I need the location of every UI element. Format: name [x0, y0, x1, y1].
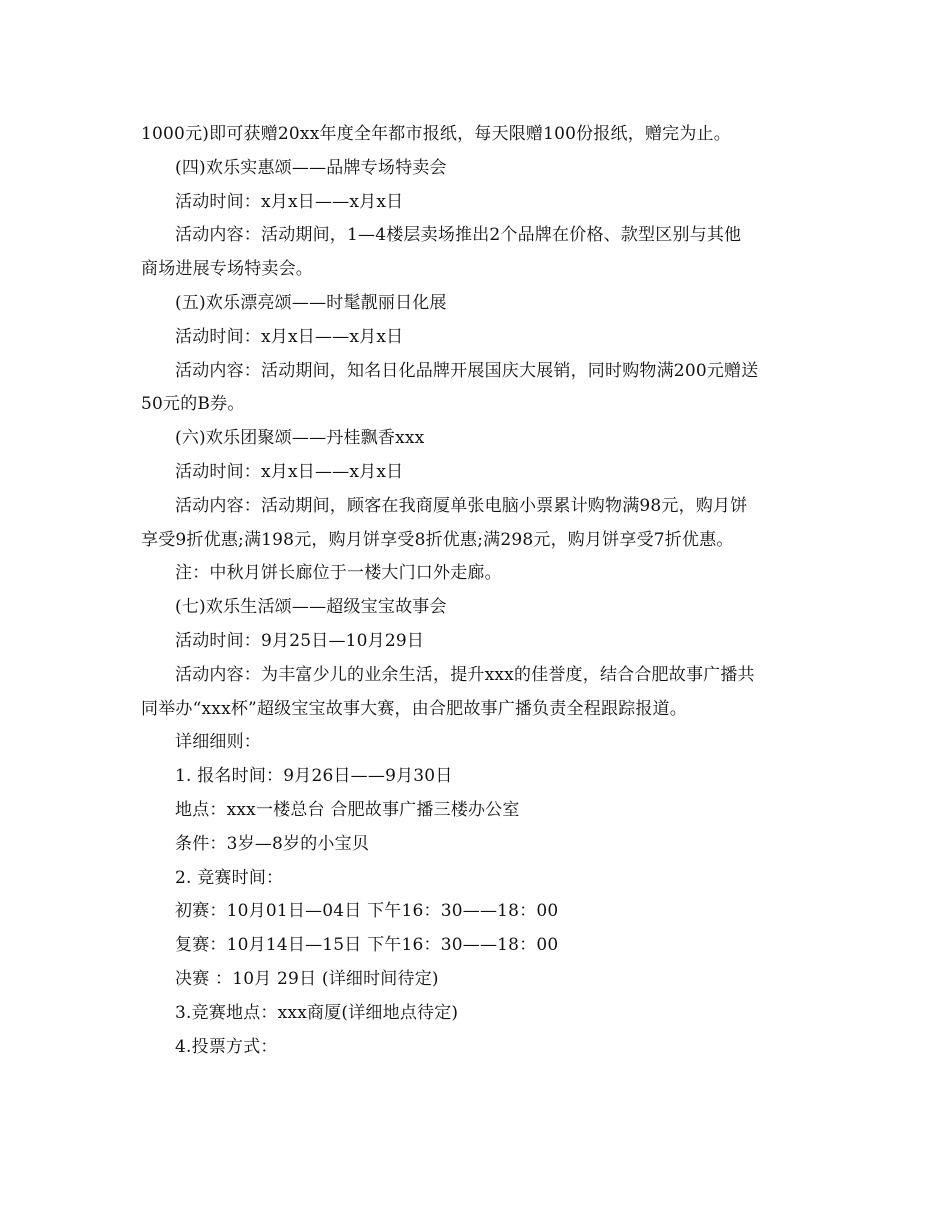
- paragraph-line: 活动内容：活动期间，顾客在我商厦单张电脑小票累计购物满98元，购月饼: [175, 495, 748, 516]
- section-heading-7: (七)欢乐生活颂——超级宝宝故事会: [175, 597, 447, 618]
- paragraph-line: 活动内容：为丰富少儿的业余生活，提升xxx的佳誉度，结合合肥故事广播共: [175, 664, 755, 685]
- paragraph-line: 初赛：10月01日—04日 下午16：30——18：00: [175, 901, 559, 922]
- paragraph-line: 条件：3岁—8岁的小宝贝: [175, 833, 370, 854]
- section-heading-4: (四)欢乐实惠颂——品牌专场特卖会: [175, 157, 447, 178]
- paragraph-line: 活动内容：活动期间，1—4楼层卖场推出2个品牌在价格、款型区别与其他: [175, 225, 742, 246]
- rules-heading: 详细细则：: [175, 732, 261, 753]
- list-item: 2. 竞赛时间：: [175, 867, 284, 888]
- list-item: 4.投票方式：: [175, 1036, 278, 1057]
- section-heading-5: (五)欢乐漂亮颂——时髦靓丽日化展: [175, 292, 447, 313]
- section-heading-6: (六)欢乐团聚颂——丹桂飘香xxx: [175, 428, 425, 449]
- paragraph-line: 活动时间：x月x日——x月x日: [175, 191, 404, 212]
- paragraph-line: 1000元)即可获赠20xx年度全年都市报纸，每天限赠100份报纸，赠完为止。: [141, 124, 731, 144]
- document-body: [141, 118, 821, 1064]
- note-line: 注：中秋月饼长廊位于一楼大门口外走廊。: [175, 563, 502, 584]
- paragraph-line: 活动时间：9月25日—10月29日: [175, 630, 425, 651]
- list-item: 1. 报名时间：9月26日——9月30日: [175, 766, 453, 787]
- paragraph-line: 复赛：10月14日—15日 下午16：30——18：00: [175, 935, 559, 956]
- paragraph-line: 商场进展专场特卖会。: [141, 259, 313, 280]
- paragraph-line: 享受9折优惠;满198元，购月饼享受8折优惠;满298元，购月饼享受7折优惠。: [141, 529, 734, 550]
- paragraph-line: 活动时间：x月x日——x月x日: [175, 326, 404, 347]
- paragraph-line: 同举办“xxx杯”超级宝宝故事大赛，由合肥故事广播负责全程跟踪报道。: [141, 698, 687, 719]
- paragraph-line: 活动时间：x月x日——x月x日: [175, 461, 404, 482]
- paragraph-line: 决赛 ：10月 29日 (详细时间待定): [175, 968, 439, 989]
- paragraph-line: 活动内容：活动期间，知名日化品牌开展国庆大展销，同时购物满200元赠送: [175, 360, 759, 381]
- paragraph-line: 地点：xxx一楼总台 合肥故事广播三楼办公室: [175, 799, 520, 820]
- list-item: 3.竞赛地点：xxx商厦(详细地点待定): [175, 1002, 459, 1023]
- paragraph-line: 50元的B券。: [141, 394, 245, 415]
